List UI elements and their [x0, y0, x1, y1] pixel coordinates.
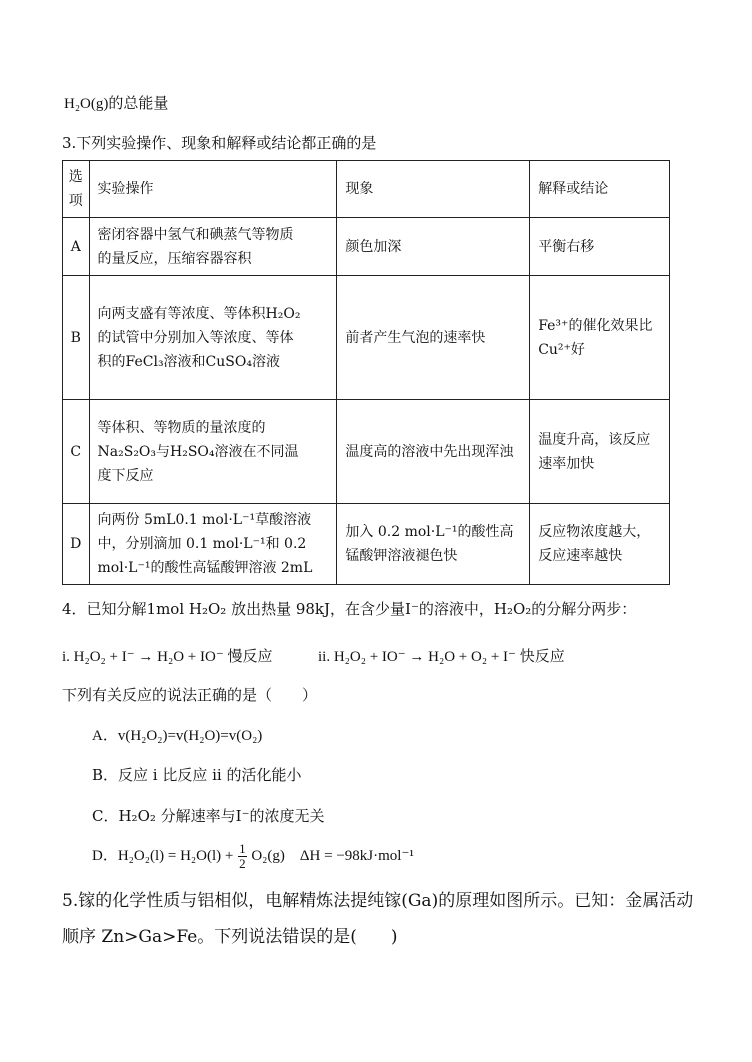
- one-half-fraction: $\frac{1}{2}$: [239, 841, 246, 871]
- option-d-prefix: D．H₂O₂(l) = H₂O(l) +: [92, 847, 234, 864]
- row-conclusion: 反应物浓度越大， 反应速率越快: [530, 504, 670, 585]
- row-conclusion: 平衡右移: [530, 218, 670, 276]
- q4-prompt: 下列有关反应的说法正确的是（ ）: [62, 686, 318, 704]
- row-conclusion: 温度升高，该反应 速率加快: [530, 400, 670, 504]
- row-phenomenon: 前者产生气泡的速率快: [337, 276, 530, 400]
- q4-stem: 4．已知分解1mol H₂O₂ 放出热量 98kJ，在含少量I⁻的溶液中，H₂O₂的分解分两步：: [62, 600, 637, 618]
- q4-option-a[interactable]: A．v(H₂O₂)=v(H₂O)=v(O₂): [92, 728, 263, 744]
- header-operation: 实验操作: [89, 161, 337, 218]
- row-phenomenon: 加入 0.2 mol·L⁻¹的酸性高锰酸钾溶液褪色快: [337, 504, 530, 585]
- q5-line-1: 5.镓的化学性质与铝相似，电解精炼法提纯镓(Ga)的原理如图所示。已知：金属活动: [62, 891, 694, 911]
- header-phenomenon: 现象: [337, 161, 530, 218]
- table-header-row: [63, 161, 670, 218]
- q4-step-i: i. H₂O₂ + I⁻ → H₂O + IO⁻ 慢反应: [62, 649, 273, 665]
- table-row-d: [63, 504, 670, 585]
- row-phenomenon: 颜色加深: [337, 218, 530, 276]
- q4-option-c[interactable]: C．H₂O₂ 分解速率与I⁻的浓度无关: [92, 807, 325, 825]
- row-option: B: [63, 276, 90, 400]
- header-option: 选 项: [63, 161, 90, 218]
- q4-option-d[interactable]: [92, 842, 414, 871]
- row-operation: 向两支盛有等浓度、等体积H₂O₂ 的试管中分别加入等浓度、等体 积的FeCl₃溶液和CuSO₄溶液: [89, 276, 337, 400]
- q4-option-b[interactable]: B．反应 i 比反应 ii 的活化能小: [92, 766, 302, 784]
- row-conclusion: Fe³⁺的催化效果比 Cu²⁺好: [530, 276, 670, 400]
- row-operation: 密闭容器中氢气和碘蒸气等物质 的量反应，压缩容器容积: [89, 218, 337, 276]
- row-option: D: [63, 504, 90, 585]
- row-option: C: [63, 400, 90, 504]
- header-conclusion: 解释或结论: [530, 161, 670, 218]
- row-operation: 向两份 5mL0.1 mol·L⁻¹草酸溶液 中，分别滴加 0.1 mol·L⁻¹和 0.2 mol·L⁻¹的酸性高锰酸钾溶液 2mL: [89, 504, 337, 585]
- prev-tail-text: 的总能量: [108, 94, 169, 112]
- option-d-suffix: O₂(g) ΔH = −98kJ·mol⁻¹: [251, 847, 414, 864]
- prev-question-tail: [64, 92, 168, 113]
- table-row-c: [63, 400, 670, 504]
- q3-table: [62, 160, 670, 585]
- q5-line-2: 顺序 Zn>Ga>Fe。下列说法错误的是( ): [62, 927, 398, 947]
- row-phenomenon: 温度高的溶液中先出现浑浊: [337, 400, 530, 504]
- formula-h2o-g: H₂O(g): [64, 96, 109, 112]
- q4-step-ii: ii. H₂O₂ + IO⁻ → H₂O + O₂ + I⁻ 快反应: [318, 649, 565, 665]
- q3-stem: 3.下列实验操作、现象和解释或结论都正确的是: [62, 134, 377, 152]
- table-row-a: [63, 218, 670, 276]
- table-row-b: [63, 276, 670, 400]
- row-option: A: [63, 218, 90, 276]
- row-operation: 等体积、等物质的量浓度的 Na₂S₂O₃与H₂SO₄溶液在不同温 度下反应: [89, 400, 337, 504]
